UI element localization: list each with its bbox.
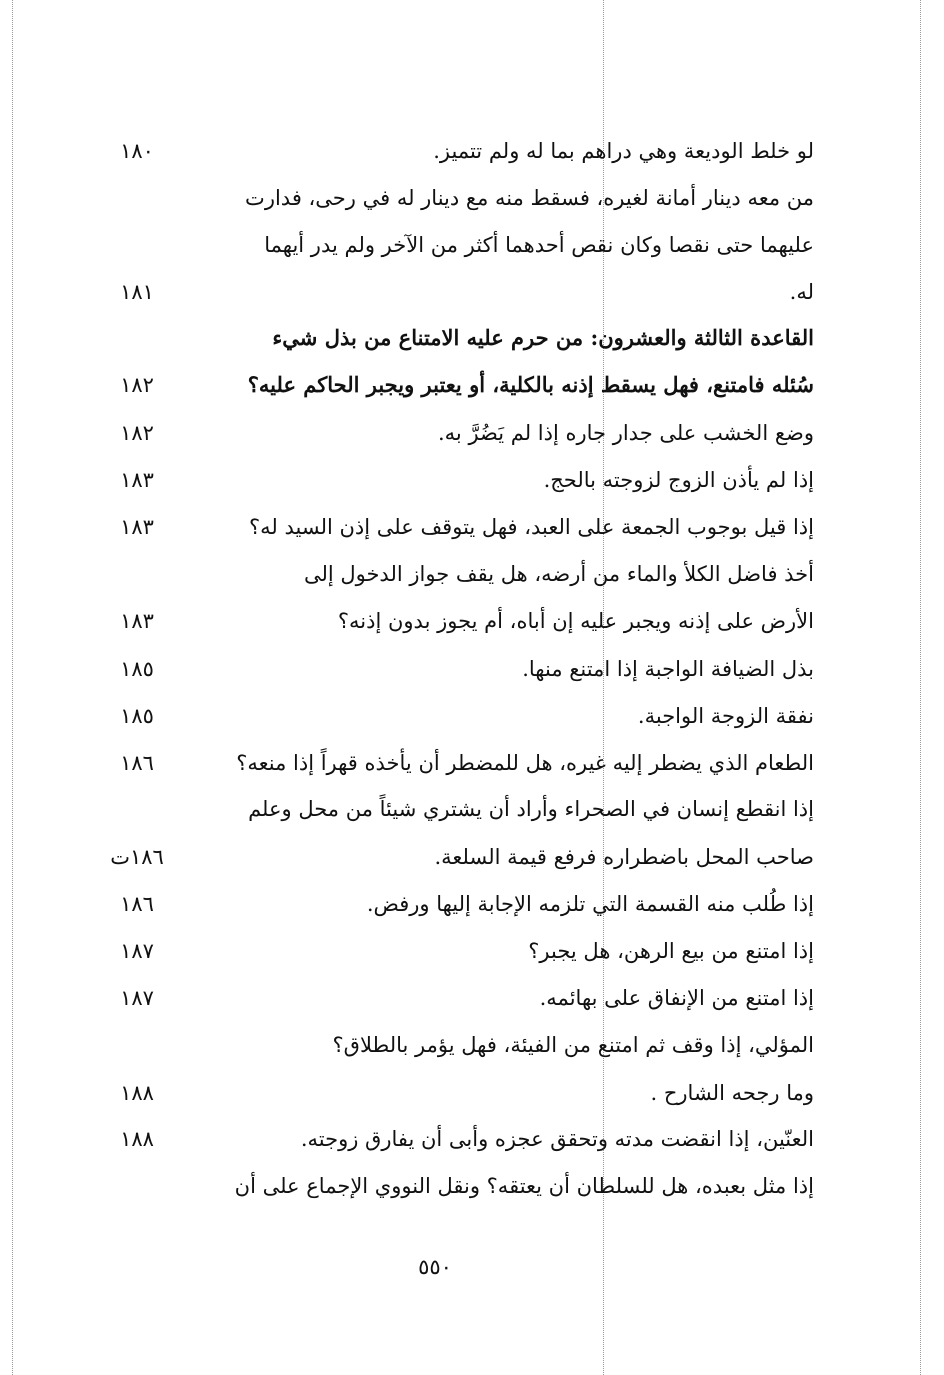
entry-page-ref: ١٨٥: [120, 704, 154, 728]
index-entry-line: [0, 645, 944, 693]
index-entry-line: [0, 127, 944, 175]
entry-text: وضع الخشب على جدار جاره إذا لم يَضُرَّ به.: [437, 421, 814, 445]
entry-text: الأرض على إذنه ويجبر عليه إن أباه، أم يجوز بدون إذنه؟: [337, 609, 814, 633]
entry-text: إذا امتنع من الإنفاق على بهائمه.: [539, 986, 814, 1010]
entry-page-ref: ١٨١: [120, 280, 154, 304]
entry-page-ref: ١٨٧: [120, 939, 154, 963]
index-entry-line: [0, 833, 944, 881]
entry-text: عليهما حتى نقصا وكان نقص أحدهما أكثر من الآخر ولم يدر أيهما: [264, 233, 814, 257]
index-entry-line: [0, 927, 944, 975]
entry-page-ref: ١٨٢: [120, 373, 154, 397]
index-entry-line: [0, 1162, 944, 1210]
entry-text: سُئله فامتنع، فهل يسقط إذنه بالكلية، أو يعتبر ويجبر الحاكم عليه؟: [247, 372, 814, 397]
index-entry-line: [0, 268, 944, 316]
index-entry-line: [0, 409, 944, 457]
entry-page-ref: ١٨٦ت: [110, 845, 164, 869]
index-entry-line: [0, 739, 944, 787]
entry-page-ref: ١٨٣: [120, 515, 154, 539]
entry-text: له.: [789, 280, 814, 304]
index-entry-line: [0, 456, 944, 504]
page-number: ٥٥٠: [418, 1255, 452, 1279]
entry-text: الطعام الذي يضطر إليه غيره، هل للمضطر أن يأخذه قهراً إذا منعه؟: [236, 751, 814, 775]
index-entry-line: [0, 550, 944, 598]
index-entry-line: [0, 974, 944, 1022]
entry-text: إذا لم يأذن الزوج لزوجته بالحج.: [543, 468, 814, 492]
entry-text: إذا طُلب منه القسمة التي تلزمه الإجابة إليها ورفض.: [366, 892, 814, 916]
entry-page-ref: ١٨٥: [120, 657, 154, 681]
index-entry-line: [0, 221, 944, 269]
entry-page-ref: ١٨٨: [120, 1081, 154, 1105]
index-entry-line: [0, 174, 944, 222]
entry-text: إذا مثل بعبده، هل للسلطان أن يعتقه؟ ونقل النووي الإجماع على أن: [234, 1174, 814, 1198]
entry-page-ref: ١٨٢: [120, 421, 154, 445]
entry-text: العنّين، إذا انقضت مدته وتحقق عجزه وأبى أن يفارق زوجته.: [300, 1127, 814, 1151]
entry-page-ref: ١٨٦: [120, 751, 154, 775]
entry-text: إذا انقطع إنسان في الصحراء وأراد أن يشتري شيئاً من محل وعلم: [248, 797, 814, 821]
index-entry-line: [0, 503, 944, 551]
entry-page-ref: ١٨٣: [120, 609, 154, 633]
entry-text: لو خلط الوديعة وهي دراهم بما له ولم تتميز.: [433, 139, 814, 163]
index-entry-line: [0, 692, 944, 740]
entry-text: صاحب المحل باضطراره فرفع قيمة السلعة.: [434, 845, 814, 869]
entry-text: بذل الضيافة الواجبة إذا امتنع منها.: [522, 657, 814, 681]
entry-text: وما رجحه الشارح .: [650, 1081, 814, 1105]
index-entry-line: [0, 597, 944, 645]
index-entry-line: [0, 1069, 944, 1117]
index-entry-line: [0, 880, 944, 928]
rule-heading-line: [0, 314, 944, 362]
entry-text: أخذ فاضل الكلأ والماء من أرضه، هل يقف جواز الدخول إلى: [303, 562, 814, 586]
entry-text: القاعدة الثالثة والعشرون: من حرم عليه الامتناع من بذل شيء: [272, 325, 814, 350]
rule-heading-line: [0, 361, 944, 409]
entry-text: المؤلي، إذا وقف ثم امتنع من الفيئة، فهل يؤمر بالطلاق؟: [332, 1033, 814, 1057]
entry-page-ref: ١٨٣: [120, 468, 154, 492]
index-entry-line: [0, 1115, 944, 1163]
entry-text: إذا قيل بوجوب الجمعة على العبد، فهل يتوقف على إذن السيد له؟: [249, 515, 814, 539]
index-entry-line: [0, 1021, 944, 1069]
entry-text: إذا امتنع من بيع الرهن، هل يجبر؟: [528, 939, 814, 963]
entry-page-ref: ١٨٠: [120, 139, 154, 163]
entry-text: نفقة الزوجة الواجبة.: [637, 704, 814, 728]
entry-text: من معه دينار أمانة لغيره، فسقط منه مع دينار له في رحى، فدارت: [245, 186, 814, 210]
entry-page-ref: ١٨٧: [120, 986, 154, 1010]
entry-page-ref: ١٨٦: [120, 892, 154, 916]
entry-page-ref: ١٨٨: [120, 1127, 154, 1151]
index-entry-line: [0, 785, 944, 833]
